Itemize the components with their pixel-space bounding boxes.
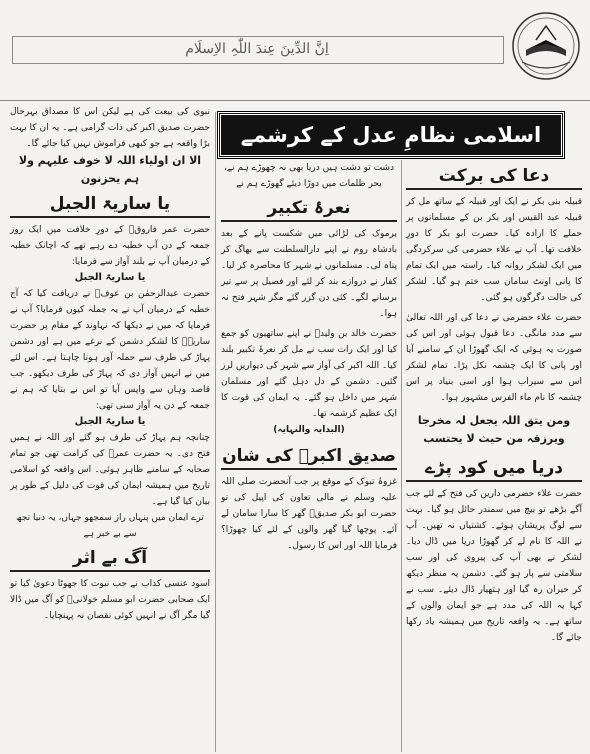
article-paragraph: حضرت عمر فاروقؓ کے دورِ خلافت میں ایک روز جمعہ کے دن آپ خطبہ دے رہے تھے کہ اچانک خطبہ کے درمیان آپ نے بلند آواز سے فرمایا: xyxy=(10,225,210,267)
article-heading-fire: آگ بے اثر xyxy=(10,546,210,572)
column-divider xyxy=(401,160,402,752)
right-column xyxy=(406,160,582,646)
poem-couplet: دشت تو دشت ہیں دریا بھی نہ چھوڑے ہم نے، بحر ظلمات میں دوڑا دیئے گھوڑے ہم نے xyxy=(224,163,394,189)
book-emblem-icon xyxy=(510,10,582,82)
quranic-verse: الا ان اولیاء اللہ لا خوف علیہم ولا ہم یحزنون xyxy=(18,154,202,185)
article-paragraph: حضرت عبدالرحمٰن بن عوفؓ نے دریافت کیا کہ آج خطبہ کے درمیان آپ نے یہ جملہ کیوں فرمایا؟ آپ نے فرمایا کہ میں نے دیکھا کہ نہاوند کے مقام پر حضرت ساریہؓ کا لشکر دشمن کے نرغے میں ہے اور دشمن پہاڑ کی طرف سے حملہ آور ہونا چاہتا ہے۔ اس لئے میں نے انہیں آواز دی کہ پہاڑ کی طرف دیکھو۔ جب قاصد وہاں سے واپس آیا تو اس نے بتایا کہ ہم نے جمعہ کے دن یہ آواز سنی تھی: xyxy=(10,289,210,411)
article-paragraph: حضرت علاء حضرمی دارین کی فتح کے لئے جب آگے بڑھے تو بیچ میں سمندر حائل ہو گیا۔ بہت سے لوگ پریشان ہوئے۔ کشتیاں نہ تھیں۔ آپ نے اللہ کا نام لے کر گھوڑا دریا میں ڈال دیا۔ لشکر نے بھی آپ کی پیروی کی اور سب سلامتی سے پار ہو گئے۔ دشمن یہ منظر دیکھ کر حیران رہ گیا اور ہتھیار ڈال دیئے۔ سب نے کہا یہ اللہ کی مدد ہے جو ایمان والوں کے ساتھ ہے۔ یہ واقعہ تاریخ میں ہمیشہ یاد رکھا جائے گا۔ xyxy=(406,489,582,643)
header-motto: اِنَّ الدِّینَ عِندَ اللّٰہِ الاِسلَام xyxy=(185,41,329,57)
article-paragraph: نبوی کی بیعت کی ہے لیکن اس کا مصداق بہرحال حضرت صدیق اکبر کی ذات گرامی ہے۔ یہ ان کا بہت بڑا واقعہ ہے جو کبھی فراموش نہیں کیا جائے گا۔ xyxy=(10,107,210,149)
quranic-verse: ومن یتق اللہ یجعل لہ مخرجا ویرزقہ من حیث لا یحتسب xyxy=(417,414,571,445)
left-column xyxy=(10,104,210,624)
column-divider xyxy=(215,112,216,752)
page-title: اسلامی نظامِ عدل کے کرشمے xyxy=(218,112,564,158)
article-paragraph: قبیلہ بنی بکر نے ایک اور قبیلہ کے ساتھ مل کر قبیلہ عبد القیس اور بکر بن کے مسلمانوں پر حملے کا ارادہ کیا۔ حضرت ابو بکر کا دورِ خلافت تھا۔ آپ نے علاء حضرمی کی سرکردگی میں ایک لشکر روانہ کیا۔ راستہ میں ایک تمام کا پانی اونٹ سامان سب ختم ہو گیا۔ لشکر کی حالت دگرگوں ہو گئی۔ xyxy=(406,197,582,303)
article-paragraph: حضرت علاء حضرمی نے دعا کی اور اللہ تعالیٰ سے مدد مانگی۔ دعا قبول ہوئی اور اس کی صورت یہ ہوئی کہ ایک گھوڑا ان کے سامنے آیا اور پانی کا ایک چشمہ نکل پڑا۔ تمام لشکر اس سے سیراب ہوا اور اسی بنیاد پر اس چشمہ کا نام ماء الفرس مشہور ہوا۔ xyxy=(406,313,582,403)
article-paragraph: اسود عنسی کذاب نے جب نبوت کا جھوٹا دعویٰ کیا تو ایک صحابی حضرت ابو مسلم خولانیؓ کو آگ میں ڈالا گیا مگر آگ نے انہیں کوئی نقصان نہ پہنچایا۔ xyxy=(10,579,210,621)
middle-column xyxy=(221,160,397,554)
article-heading-siddiq: صدیق اکبرؓ کی شان xyxy=(221,444,397,470)
article-paragraph: چنانچہ ہم پہاڑ کی طرف ہو گئے اور اللہ نے ہمیں فتح دی۔ یہ حضرت عمرؓ کی کرامت تھی جو تمام صحابہ کے سامنے ظاہر ہوئی۔ اس واقعہ کو اسلامی تاریخ میں ہمیشہ ایمان کی قوت کی دلیل کے طور پر بیان کیا گیا ہے۔ xyxy=(10,433,210,507)
article-paragraph: یرموک کی لڑائی میں شکست پانے کے بعد بادشاہ روم نے اپنے دارالسلطنت سے بھاگ کر پناہ لی۔ مسلمانوں نے شہر کا محاصرہ کر لیا۔ کفار نے دروازے بند کر لئے اور فصیل پر سے تیر برسانے لگے۔ کئی دن گزر گئے مگر شہر فتح نہ ہوا۔ xyxy=(221,229,397,319)
quote: یا ساریۃ الجبل xyxy=(74,272,146,283)
article-paragraph: حضرت خالد بن ولیدؓ نے اپنے ساتھیوں کو جمع کیا اور ایک رات سب نے مل کر نعرۂ تکبیر بلند کیا۔ اللہ اکبر کی آواز سے شہر کی دیواریں لرز گئیں۔ دشمن کے دل دہل گئے اور مسلمان شہر میں داخل ہو گئے۔ یہ ایمان کی قوت کا ایک عظیم کرشمہ تھا۔ xyxy=(220,329,397,419)
citation: (البدایہ والنہایہ) xyxy=(273,425,345,435)
article-paragraph: غزوۂ تبوک کے موقع پر جب آنحضرت صلی اللہ علیہ وسلم نے مالی تعاون کی اپیل کی تو حضرت ابو بکر صدیقؓ گھر کا سارا سامان لے آئے۔ پوچھا گیا گھر والوں کے لئے کیا چھوڑا؟ فرمایا اللہ اور اس کا رسول۔ xyxy=(221,477,397,551)
article-heading-sariya: یا ساریۃ الجبل xyxy=(10,192,210,218)
article-heading-dua: دعا کی برکت xyxy=(406,164,582,190)
article-heading-river: دریا میں کود پڑے xyxy=(406,456,582,482)
quote: یا ساریۃ الجبل xyxy=(74,416,146,427)
poem-couplet: ترے ایمان میں پنہاں راز سمجھو جہاں، یہ دنیا تجھ سے بے خبر ہے xyxy=(16,513,204,539)
article-heading-takbir: نعرۂ تکبیر xyxy=(221,196,397,222)
